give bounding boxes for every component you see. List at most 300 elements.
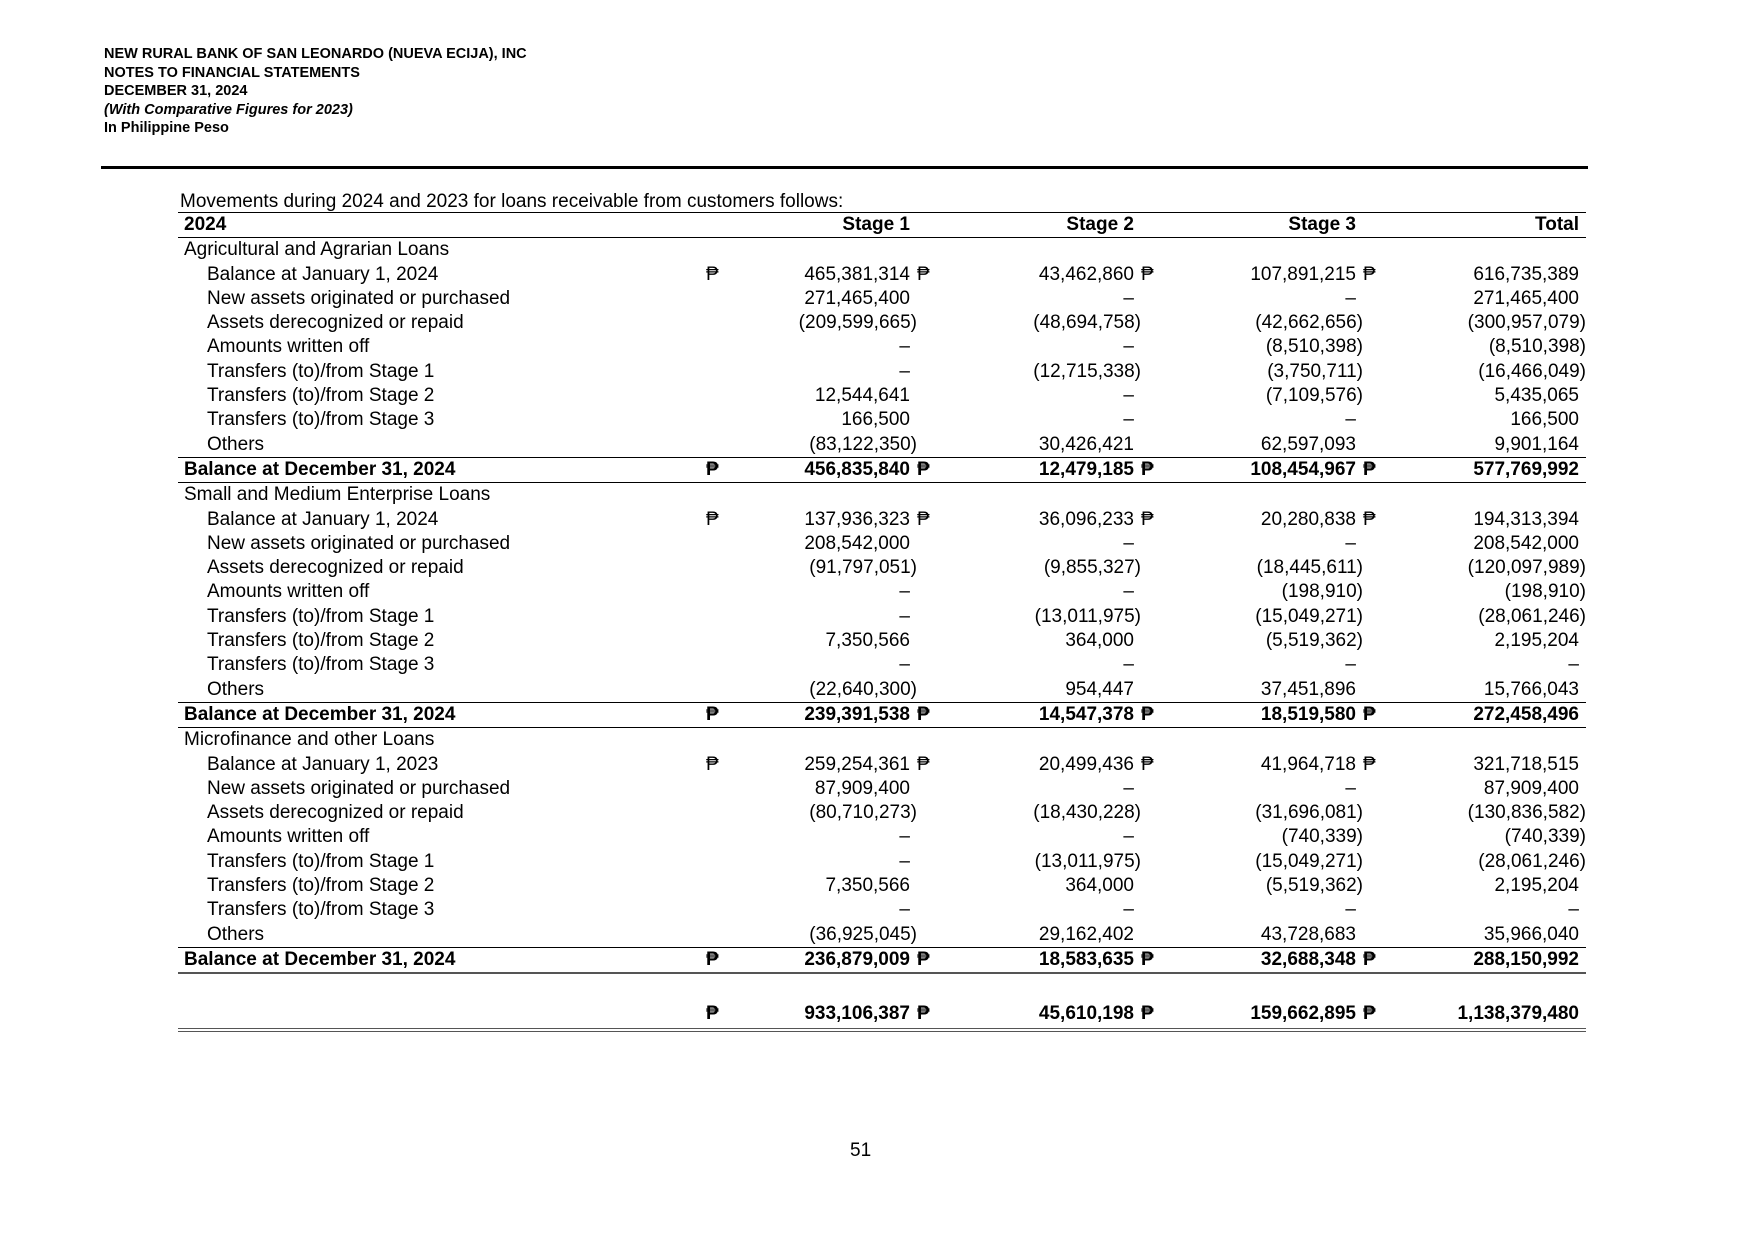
amount-value: – [899, 605, 910, 627]
year-label: 2024 [178, 213, 706, 238]
row-label: Transfers (to)/from Stage 3 [207, 409, 435, 431]
row-label: Transfers (to)/from Stage 3 [207, 899, 435, 921]
peso-sign [1363, 433, 1399, 458]
table-row [178, 653, 1586, 677]
row-label: Transfers (to)/from Stage 2 [207, 875, 435, 897]
amount-cell [1399, 874, 1586, 898]
amount-cell [953, 532, 1141, 556]
peso-sign: ₱ [706, 947, 731, 973]
amount-cell [731, 408, 917, 432]
peso-sign [706, 311, 731, 335]
row-label: Amounts written off [207, 336, 370, 358]
amount-cell [731, 457, 917, 482]
table-row [178, 384, 1586, 408]
table-row [178, 874, 1586, 898]
amount-cell [953, 629, 1141, 653]
amount-cell [731, 777, 917, 801]
amount-value: 18,519,580 [1260, 703, 1356, 725]
empty-cell [731, 973, 917, 1000]
peso-sign [706, 728, 731, 753]
peso-sign: ₱ [1363, 702, 1399, 727]
row-label: Others [207, 678, 265, 700]
empty-cell [953, 728, 1141, 753]
amount-cell [1399, 580, 1586, 604]
peso-sign [917, 483, 953, 508]
amount-cell [1399, 653, 1586, 677]
amount-value: 465,381,314 [804, 263, 910, 285]
peso-sign [1363, 238, 1399, 263]
amount-cell [1399, 457, 1586, 482]
amount-cell [1177, 678, 1363, 703]
amount-value: 2,195,204 [1494, 875, 1579, 897]
amount-cell [731, 605, 917, 629]
amount-cell [1177, 580, 1363, 604]
table-row [178, 678, 1586, 703]
peso-sign [706, 898, 731, 922]
peso-sign [706, 360, 731, 384]
row-label: Balance at December 31, 2024 [178, 947, 706, 973]
amount-value: – [899, 899, 910, 921]
table-row [178, 753, 1586, 777]
amount-value: (740,339) [1504, 826, 1586, 848]
empty-cell [1399, 483, 1586, 508]
peso-sign [917, 580, 953, 604]
document-header [104, 45, 527, 138]
empty-cell [953, 973, 1141, 1000]
peso-sign: ₱ [706, 263, 719, 285]
amount-cell [731, 532, 917, 556]
peso-sign [706, 238, 731, 263]
amount-value: 15,766,043 [1483, 678, 1579, 700]
comparative-note: (With Comparative Figures for 2023) [104, 101, 353, 118]
peso-sign: ₱ [917, 753, 930, 775]
peso-sign: ₱ [1363, 753, 1376, 775]
table-row [178, 777, 1586, 801]
amount-cell [1399, 335, 1586, 359]
amount-cell [1177, 702, 1363, 727]
amount-cell [1399, 702, 1586, 727]
row-label: Microfinance and other Loans [184, 729, 435, 751]
amount-cell [953, 801, 1141, 825]
amount-value: – [1123, 826, 1134, 848]
amount-cell [1177, 384, 1363, 408]
peso-sign [1363, 898, 1399, 922]
amount-value: (300,957,079) [1467, 312, 1586, 334]
peso-sign [1141, 678, 1177, 703]
peso-sign: ₱ [1363, 1000, 1399, 1030]
amount-value: 208,542,000 [804, 532, 910, 554]
row-label: New assets originated or purchased [207, 777, 511, 799]
empty-cell [1177, 483, 1363, 508]
amount-value: (15,049,271) [1255, 605, 1363, 627]
amount-cell [731, 311, 917, 335]
peso-sign: ₱ [1141, 1000, 1177, 1030]
empty-cell [1399, 973, 1586, 1000]
peso-sign [706, 874, 731, 898]
subtotal-row [178, 702, 1586, 727]
amount-cell [1399, 850, 1586, 874]
amount-value: 236,879,009 [804, 948, 910, 970]
amount-cell [1177, 287, 1363, 311]
peso-sign: ₱ [917, 457, 953, 482]
amount-value: 5,435,065 [1494, 385, 1579, 407]
amount-value: – [899, 826, 910, 848]
spacer-row [178, 973, 1586, 1000]
peso-sign: ₱ [1141, 753, 1154, 775]
amount-cell [731, 801, 917, 825]
amount-value: (22,640,300) [809, 678, 917, 700]
peso-sign [706, 678, 731, 703]
amount-value: 166,500 [1510, 409, 1579, 431]
peso-sign [917, 238, 953, 263]
amount-value: – [1123, 899, 1134, 921]
amount-cell [1399, 433, 1586, 458]
peso-sign [1141, 335, 1177, 359]
table-row [178, 825, 1586, 849]
amount-value: 7,350,566 [825, 875, 910, 897]
empty-cell [731, 238, 917, 263]
peso-sign [1363, 605, 1399, 629]
peso-sign [1363, 335, 1399, 359]
amount-cell [1177, 311, 1363, 335]
column-header: Stage 2 [953, 213, 1141, 238]
table-row [178, 580, 1586, 604]
peso-sign [1141, 483, 1177, 508]
amount-value: – [1123, 385, 1134, 407]
amount-value: (12,715,338) [1033, 360, 1141, 382]
amount-cell [1177, 457, 1363, 482]
empty-cell [1177, 973, 1363, 1000]
table-row [178, 335, 1586, 359]
amount-value: – [1345, 654, 1356, 676]
row-label: New assets originated or purchased [207, 287, 511, 309]
peso-sign [1363, 629, 1399, 653]
peso-sign [1141, 580, 1177, 604]
peso-sign [1363, 801, 1399, 825]
amount-value: – [1123, 409, 1134, 431]
amount-value: 107,891,215 [1250, 263, 1356, 285]
row-label: Small and Medium Enterprise Loans [184, 484, 491, 506]
peso-sign [917, 653, 953, 677]
section-title-row [178, 728, 1586, 753]
peso-sign [917, 777, 953, 801]
peso-sign [706, 653, 731, 677]
amount-cell [1399, 777, 1586, 801]
table-row [178, 287, 1586, 311]
peso-sign [706, 433, 731, 458]
peso-sign [1363, 850, 1399, 874]
peso-sign: ₱ [1363, 947, 1399, 973]
amount-value: 36,096,233 [1038, 508, 1134, 530]
empty-cell [178, 973, 706, 1000]
peso-sign: ₱ [1141, 702, 1177, 727]
amount-cell [731, 1000, 917, 1030]
peso-sign [917, 898, 953, 922]
peso-sign [1141, 850, 1177, 874]
amount-value: (8,510,398) [1488, 336, 1586, 358]
amount-cell [953, 947, 1141, 973]
amount-value: – [1568, 899, 1579, 921]
peso-sign [917, 728, 953, 753]
peso-sign [917, 408, 953, 432]
amount-value: 12,544,641 [814, 385, 910, 407]
peso-sign [1141, 311, 1177, 335]
amount-value: 45,610,198 [1038, 1003, 1134, 1025]
subtotal-row [178, 457, 1586, 482]
peso-sign [1363, 825, 1399, 849]
empty-cell [706, 973, 731, 1000]
amount-cell [731, 384, 917, 408]
amount-cell [953, 556, 1141, 580]
amount-value: 456,835,840 [804, 458, 910, 480]
amount-value: 271,465,400 [804, 287, 910, 309]
peso-sign [1363, 728, 1399, 753]
amount-cell [953, 508, 1141, 532]
amount-cell [731, 335, 917, 359]
peso-sign [706, 777, 731, 801]
amount-cell [953, 923, 1141, 948]
row-label: Balance at January 1, 2024 [207, 263, 439, 285]
row-label [178, 1000, 706, 1030]
peso-sign [1141, 653, 1177, 677]
amount-cell [1399, 753, 1586, 777]
peso-sign [917, 629, 953, 653]
amount-cell [1177, 605, 1363, 629]
amount-value: (7,109,576) [1265, 385, 1363, 407]
empty-cell [917, 973, 953, 1000]
peso-sign: ₱ [917, 702, 953, 727]
amount-cell [953, 408, 1141, 432]
row-label: Transfers (to)/from Stage 2 [207, 385, 435, 407]
amount-cell [731, 263, 917, 287]
amount-value: – [899, 336, 910, 358]
amount-cell [1177, 508, 1363, 532]
amount-value: 2,195,204 [1494, 630, 1579, 652]
amount-value: (120,097,989) [1467, 557, 1586, 579]
peso-sign [706, 335, 731, 359]
peso-sign: ₱ [917, 1000, 953, 1030]
amount-cell [1399, 629, 1586, 653]
peso-sign [917, 678, 953, 703]
peso-sign [1141, 238, 1177, 263]
peso-sign [1141, 556, 1177, 580]
amount-cell [1399, 408, 1586, 432]
amount-value: (16,466,049) [1478, 360, 1586, 382]
amount-value: (209,599,665) [798, 312, 917, 334]
peso-sign [1363, 483, 1399, 508]
table-row [178, 508, 1586, 532]
amount-value: (36,925,045) [809, 923, 917, 945]
peso-sign [1141, 629, 1177, 653]
table-header-row [178, 213, 1586, 238]
amount-value: (740,339) [1281, 826, 1363, 848]
peso-sign [1141, 825, 1177, 849]
peso-sign [706, 923, 731, 948]
peso-sign [917, 605, 953, 629]
row-label: Amounts written off [207, 826, 370, 848]
report-title: NOTES TO FINANCIAL STATEMENTS [104, 64, 360, 81]
amount-value: 43,462,860 [1038, 263, 1134, 285]
amount-value: 954,447 [1065, 678, 1134, 700]
intro-text: Movements during 2024 and 2023 for loans receivable from customers follows: [180, 191, 844, 212]
amount-cell [731, 360, 917, 384]
empty-cell [1177, 728, 1363, 753]
peso-sign [917, 532, 953, 556]
peso-sign [917, 850, 953, 874]
row-label: Transfers (to)/from Stage 1 [207, 850, 435, 872]
amount-cell [953, 825, 1141, 849]
amount-cell [953, 678, 1141, 703]
peso-sign [917, 433, 953, 458]
amount-cell [731, 947, 917, 973]
row-label: Agricultural and Agrarian Loans [184, 239, 450, 261]
amount-cell [731, 629, 917, 653]
amount-cell [1177, 947, 1363, 973]
amount-cell [1177, 777, 1363, 801]
amount-cell [1177, 825, 1363, 849]
peso-sign [1363, 360, 1399, 384]
amount-value: 20,280,838 [1260, 508, 1356, 530]
amount-value: 35,966,040 [1483, 923, 1579, 945]
amount-cell [953, 360, 1141, 384]
empty-cell [953, 238, 1141, 263]
row-label: Balance at December 31, 2024 [178, 702, 706, 727]
peso-sign [917, 923, 953, 948]
row-label: Assets derecognized or repaid [207, 557, 464, 579]
peso-sign [1363, 556, 1399, 580]
amount-value: – [1123, 777, 1134, 799]
peso-sign [706, 850, 731, 874]
header-spacer [1363, 213, 1399, 238]
peso-sign [706, 801, 731, 825]
amount-value: 259,254,361 [804, 753, 910, 775]
amount-value: (18,430,228) [1033, 802, 1141, 824]
row-label: Assets derecognized or repaid [207, 802, 464, 824]
peso-sign [1363, 923, 1399, 948]
amount-cell [1177, 874, 1363, 898]
amount-cell [1177, 408, 1363, 432]
peso-sign [1363, 777, 1399, 801]
amount-cell [1177, 653, 1363, 677]
peso-sign [1141, 728, 1177, 753]
amount-cell [1399, 898, 1586, 922]
amount-cell [1399, 605, 1586, 629]
column-header: Stage 3 [1177, 213, 1363, 238]
table-row [178, 629, 1586, 653]
amount-value: 18,583,635 [1038, 948, 1134, 970]
peso-sign [917, 287, 953, 311]
amount-value: (13,011,975) [1034, 850, 1141, 872]
amount-value: 32,688,348 [1260, 948, 1356, 970]
amount-cell [1399, 1000, 1586, 1030]
header-spacer [917, 213, 953, 238]
amount-value: 37,451,896 [1260, 678, 1356, 700]
amount-value: – [1345, 409, 1356, 431]
amount-cell [731, 653, 917, 677]
amount-cell [1399, 678, 1586, 703]
empty-cell [731, 728, 917, 753]
amount-value: (28,061,246) [1478, 850, 1586, 872]
amount-value: 87,909,400 [814, 777, 910, 799]
amount-value: 43,728,683 [1260, 923, 1356, 945]
amount-value: 9,901,164 [1494, 433, 1579, 455]
table-row [178, 263, 1586, 287]
peso-sign [1141, 532, 1177, 556]
loan-movements-table [178, 212, 1586, 1032]
row-label: Amounts written off [207, 581, 370, 603]
amount-value: 12,479,185 [1038, 458, 1134, 480]
empty-cell [1177, 238, 1363, 263]
amount-value: – [1123, 581, 1134, 603]
amount-cell [953, 874, 1141, 898]
amount-value: – [899, 850, 910, 872]
peso-sign [1363, 653, 1399, 677]
peso-sign [917, 874, 953, 898]
peso-sign [1363, 532, 1399, 556]
row-label: Others [207, 433, 265, 455]
amount-cell [953, 653, 1141, 677]
amount-value: 166,500 [841, 409, 910, 431]
peso-sign [1141, 898, 1177, 922]
company-name: NEW RURAL BANK OF SAN LEONARDO (NUEVA ECIJA), INC [104, 46, 527, 62]
peso-sign [706, 580, 731, 604]
amount-cell [953, 1000, 1141, 1030]
row-label: Transfers (to)/from Stage 1 [207, 605, 435, 627]
amount-value: 321,718,515 [1473, 753, 1579, 775]
amount-value: (42,662,656) [1255, 312, 1363, 334]
section-title-row [178, 238, 1586, 263]
amount-cell [1399, 923, 1586, 948]
amount-cell [1177, 556, 1363, 580]
amount-value: (198,910) [1504, 581, 1586, 603]
amount-cell [1177, 433, 1363, 458]
amount-cell [1399, 263, 1586, 287]
amount-value: 616,735,389 [1473, 263, 1579, 285]
amount-value: – [1345, 287, 1356, 309]
peso-sign: ₱ [1363, 457, 1399, 482]
amount-cell [953, 287, 1141, 311]
amount-cell [1177, 923, 1363, 948]
table-row [178, 408, 1586, 432]
amount-value: 41,964,718 [1260, 753, 1356, 775]
column-header: Total [1399, 213, 1586, 238]
amount-cell [953, 777, 1141, 801]
amount-cell [1177, 532, 1363, 556]
amount-value: (28,061,246) [1478, 605, 1586, 627]
amount-value: (31,696,081) [1255, 802, 1363, 824]
amount-value: 272,458,496 [1473, 703, 1579, 725]
peso-sign [1141, 360, 1177, 384]
amount-cell [953, 850, 1141, 874]
amount-value: 208,542,000 [1473, 532, 1579, 554]
amount-value: – [1123, 336, 1134, 358]
amount-cell [731, 556, 917, 580]
amount-value: – [1123, 287, 1134, 309]
amount-cell [731, 923, 917, 948]
amount-value: 30,426,421 [1038, 433, 1134, 455]
peso-sign [706, 408, 731, 432]
amount-value: – [1345, 777, 1356, 799]
section-title-row [178, 483, 1586, 508]
empty-cell [731, 483, 917, 508]
peso-sign [917, 311, 953, 335]
peso-sign [1363, 311, 1399, 335]
amount-value: 29,162,402 [1038, 923, 1134, 945]
amount-value: (198,910) [1281, 581, 1363, 603]
row-label: Balance at January 1, 2023 [207, 753, 439, 775]
table-row [178, 532, 1586, 556]
peso-sign [917, 825, 953, 849]
